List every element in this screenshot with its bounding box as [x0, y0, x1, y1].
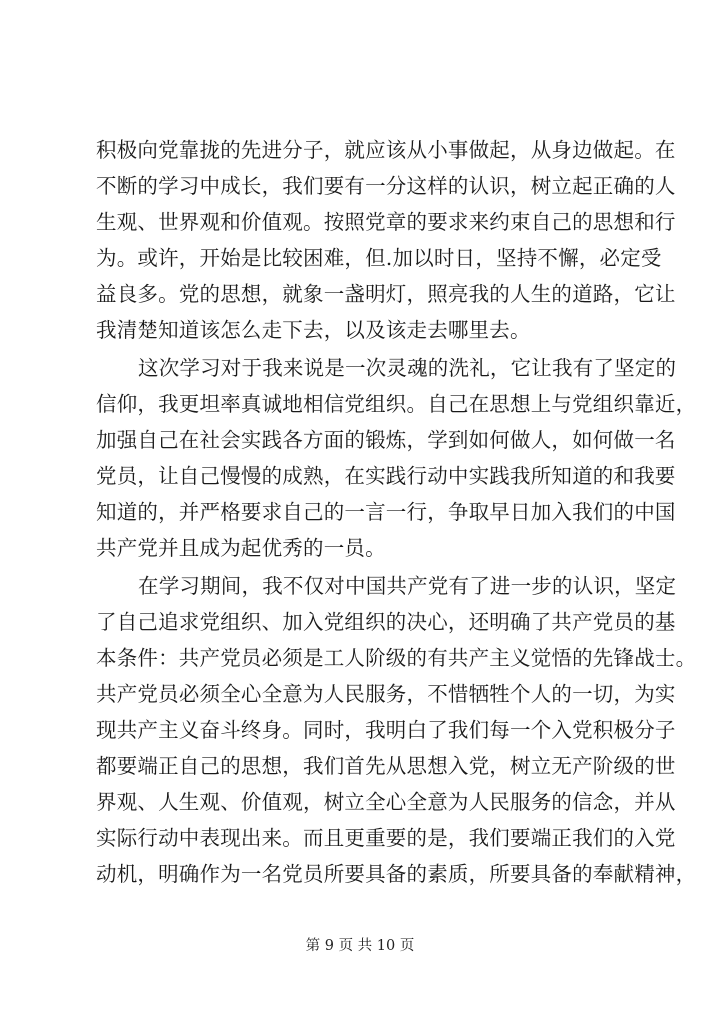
text-line: 生观、世界观和价值观。按照党章的要求来约束自己的思想和行 [96, 210, 676, 234]
page-number-footer: 第 9 页 共 10 页 [305, 938, 415, 954]
text-line: 都要端正自己的思想，我们首先从思想入党，树立无产阶级的世 [96, 754, 676, 778]
paragraph-first-line: 在学习期间，我不仅对中国共产党有了进一步的认识，坚定 [138, 574, 677, 598]
text-line: 实际行动中表现出来。而且更重要的是，我们要端正我们的入党 [96, 826, 676, 850]
text-line: 益良多。党的思想，就象一盏明灯，照亮我的人生的道路，它让 [96, 282, 676, 306]
text-line: 党员，让自己慢慢的成熟，在实践行动中实践我所知道的和我要 [96, 464, 676, 488]
text-line: 信仰，我更坦率真诚地相信党组织。自己在思想上与党组织靠近， [96, 392, 697, 416]
paragraph-first-line: 这次学习对于我来说是一次灵魂的洗礼，它让我有了坚定的 [138, 356, 677, 380]
text-line: 加强自己在社会实践各方面的锻炼，学到如何做人，如何做一名 [96, 428, 676, 452]
text-line: 共产党员必须全心全意为人民服务，不惜牺牲个人的一切，为实 [96, 682, 676, 706]
text-line: 知道的，并严格要求自己的一言一行，争取早日加入我们的中国 [96, 500, 676, 524]
text-line: 共产党并且成为起优秀的一员。 [96, 536, 386, 560]
text-line: 了自己追求党组织、加入党组织的决心，还明确了共产党员的基 [96, 610, 676, 634]
text-line: 界观、人生观、价值观，树立全心全意为人民服务的信念，并从 [96, 790, 676, 814]
text-line: 不断的学习中成长，我们要有一分这样的认识，树立起正确的人 [96, 174, 676, 198]
text-line: 为。或许，开始是比较困难，但.加以时日，坚持不懈，必定受 [96, 246, 662, 270]
text-line: 我清楚知道该怎么走下去，以及该走去哪里去。 [96, 318, 531, 342]
text-line: 本条件：共产党员必须是工人阶级的有共产主义觉悟的先锋战士。 [96, 646, 697, 670]
text-line: 积极向党靠拢的先进分子，就应该从小事做起，从身边做起。在 [96, 138, 676, 162]
text-line: 动机，明确作为一名党员所要具备的素质，所要具备的奉献精神， [96, 862, 697, 886]
text-line: 现共产主义奋斗终身。同时，我明白了我们每一个入党积极分子 [96, 718, 676, 742]
